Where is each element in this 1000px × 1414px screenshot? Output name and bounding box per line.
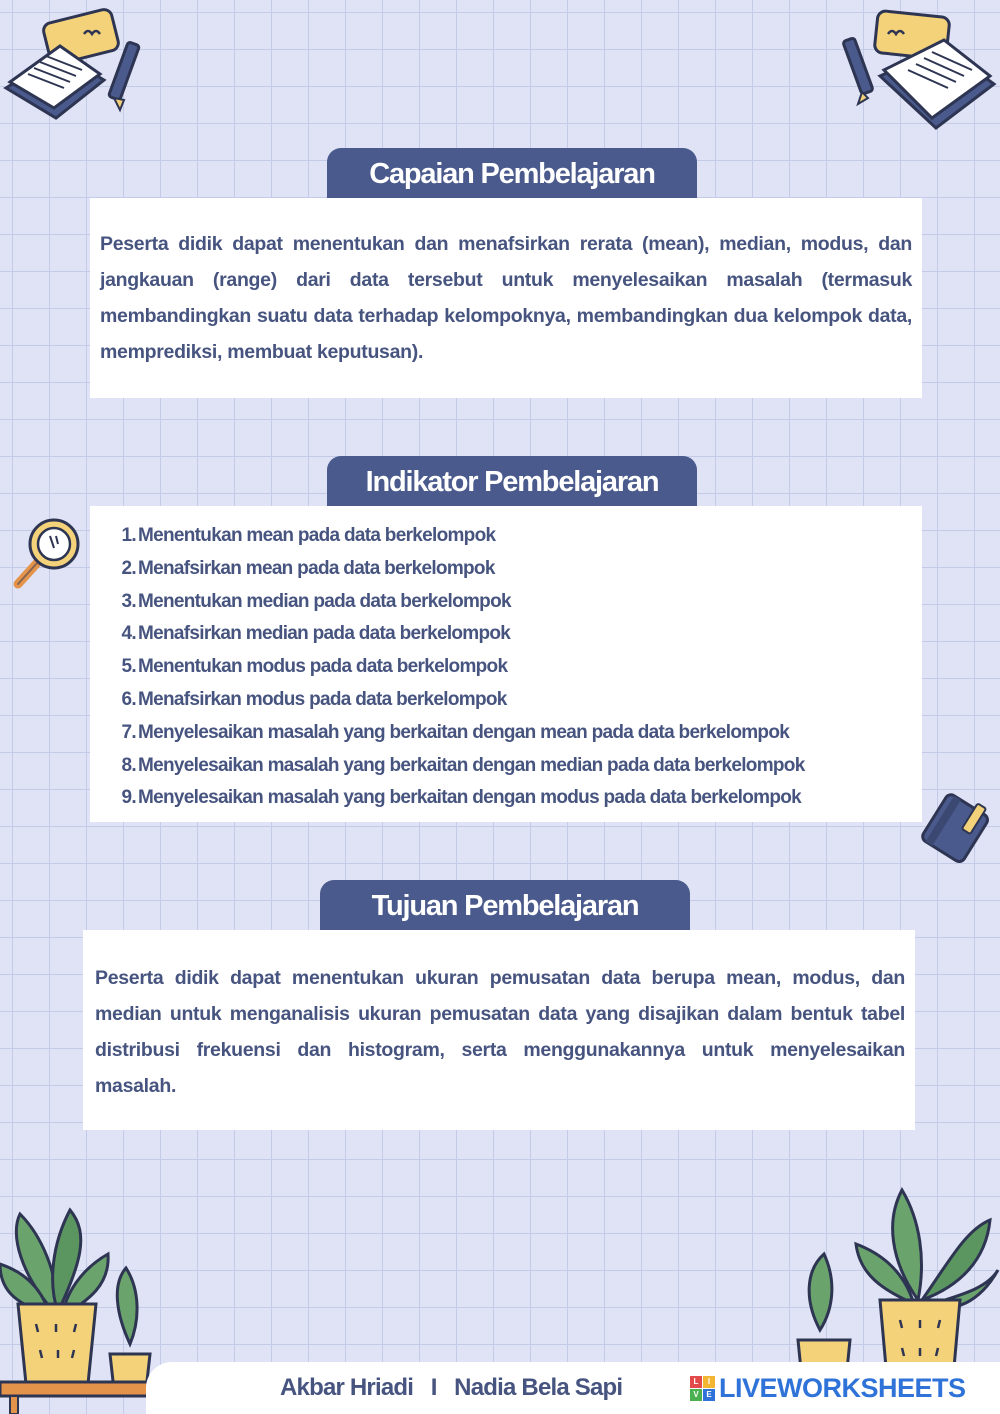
indikator-card bbox=[90, 506, 922, 822]
list-item-text: Menyelesaikan masalah yang berkaitan dengan median pada data berkelompok bbox=[138, 754, 805, 776]
list-item-number: 9. bbox=[121, 787, 136, 809]
closed-book-icon bbox=[918, 788, 996, 866]
footer-authors: Akbar Hriadi I Nadia Bela Sapi bbox=[280, 1374, 623, 1401]
list-item bbox=[90, 520, 805, 553]
list-item-text: Menafsirkan modus pada data berkelompok bbox=[138, 688, 507, 710]
list-item bbox=[90, 782, 805, 815]
tujuan-text: Peserta didik dapat menentukan ukuran pemusatan data berupa mean, modus, dan median untuk menganalisis ukuran pemusatan data yang disajikan dalam bentuk tabel distribusi frekuensi dan histogram, serta menggunakannya untuk menyelesaikan masalah. bbox=[95, 967, 905, 1097]
list-item-number: 4. bbox=[121, 623, 136, 645]
liveworksheets-wordmark: LIVEWORKSHEETS bbox=[719, 1373, 966, 1403]
tujuan-title: Tujuan Pembelajaran bbox=[320, 880, 690, 932]
list-item-number: 7. bbox=[121, 721, 136, 743]
indikator-list bbox=[90, 520, 805, 815]
list-item-number: 5. bbox=[121, 656, 136, 678]
badge-letter: V bbox=[690, 1389, 702, 1401]
list-item-text: Menentukan median pada data berkelompok bbox=[138, 590, 511, 612]
capaian-card bbox=[90, 198, 922, 398]
list-item-text: Menafsirkan median pada data berkelompok bbox=[138, 623, 511, 645]
liveworksheets-logo[interactable] bbox=[690, 1373, 966, 1404]
magnifier-icon bbox=[8, 512, 84, 592]
list-item-number: 1. bbox=[121, 525, 136, 546]
liveworksheets-badge bbox=[690, 1376, 715, 1401]
list-item-text: Menyelesaikan masalah yang berkaitan dengan mean pada data berkelompok bbox=[138, 721, 790, 743]
capaian-text: Peserta didik dapat menentukan dan menafsirkan rerata (mean), median, modus, dan jangkauan (range) dari data tersebut untuk menyelesaikan masalah (termasuk membandingkan suatu data terhadap kelompoknya, membandingkan dua kelompok data, memprediksi, membuat keputusan). bbox=[100, 233, 912, 363]
list-item-text: Menentukan mean pada data berkelompok bbox=[138, 525, 496, 546]
list-item bbox=[90, 750, 805, 783]
list-item-number: 2. bbox=[121, 557, 136, 579]
list-item bbox=[90, 618, 805, 651]
list-item bbox=[90, 553, 805, 586]
badge-letter: L bbox=[690, 1376, 702, 1388]
list-item-text: Menentukan modus pada data berkelompok bbox=[138, 656, 508, 678]
open-book-icon bbox=[0, 0, 160, 140]
list-item-text: Menafsirkan mean pada data berkelompok bbox=[138, 557, 495, 579]
badge-letter: E bbox=[703, 1389, 715, 1401]
open-book-icon bbox=[840, 0, 1000, 140]
list-item bbox=[90, 586, 805, 619]
list-item bbox=[90, 684, 805, 717]
list-item-text: Menyelesaikan masalah yang berkaitan dengan modus pada data berkelompok bbox=[138, 787, 802, 809]
tujuan-card bbox=[83, 930, 915, 1130]
capaian-title: Capaian Pembelajaran bbox=[327, 148, 697, 200]
list-item-number: 3. bbox=[121, 590, 136, 612]
list-item bbox=[90, 717, 805, 750]
list-item-number: 8. bbox=[121, 754, 136, 776]
badge-letter: I bbox=[703, 1376, 715, 1388]
indikator-title: Indikator Pembelajaran bbox=[327, 456, 697, 508]
list-item bbox=[90, 651, 805, 684]
list-item-number: 6. bbox=[121, 688, 136, 710]
